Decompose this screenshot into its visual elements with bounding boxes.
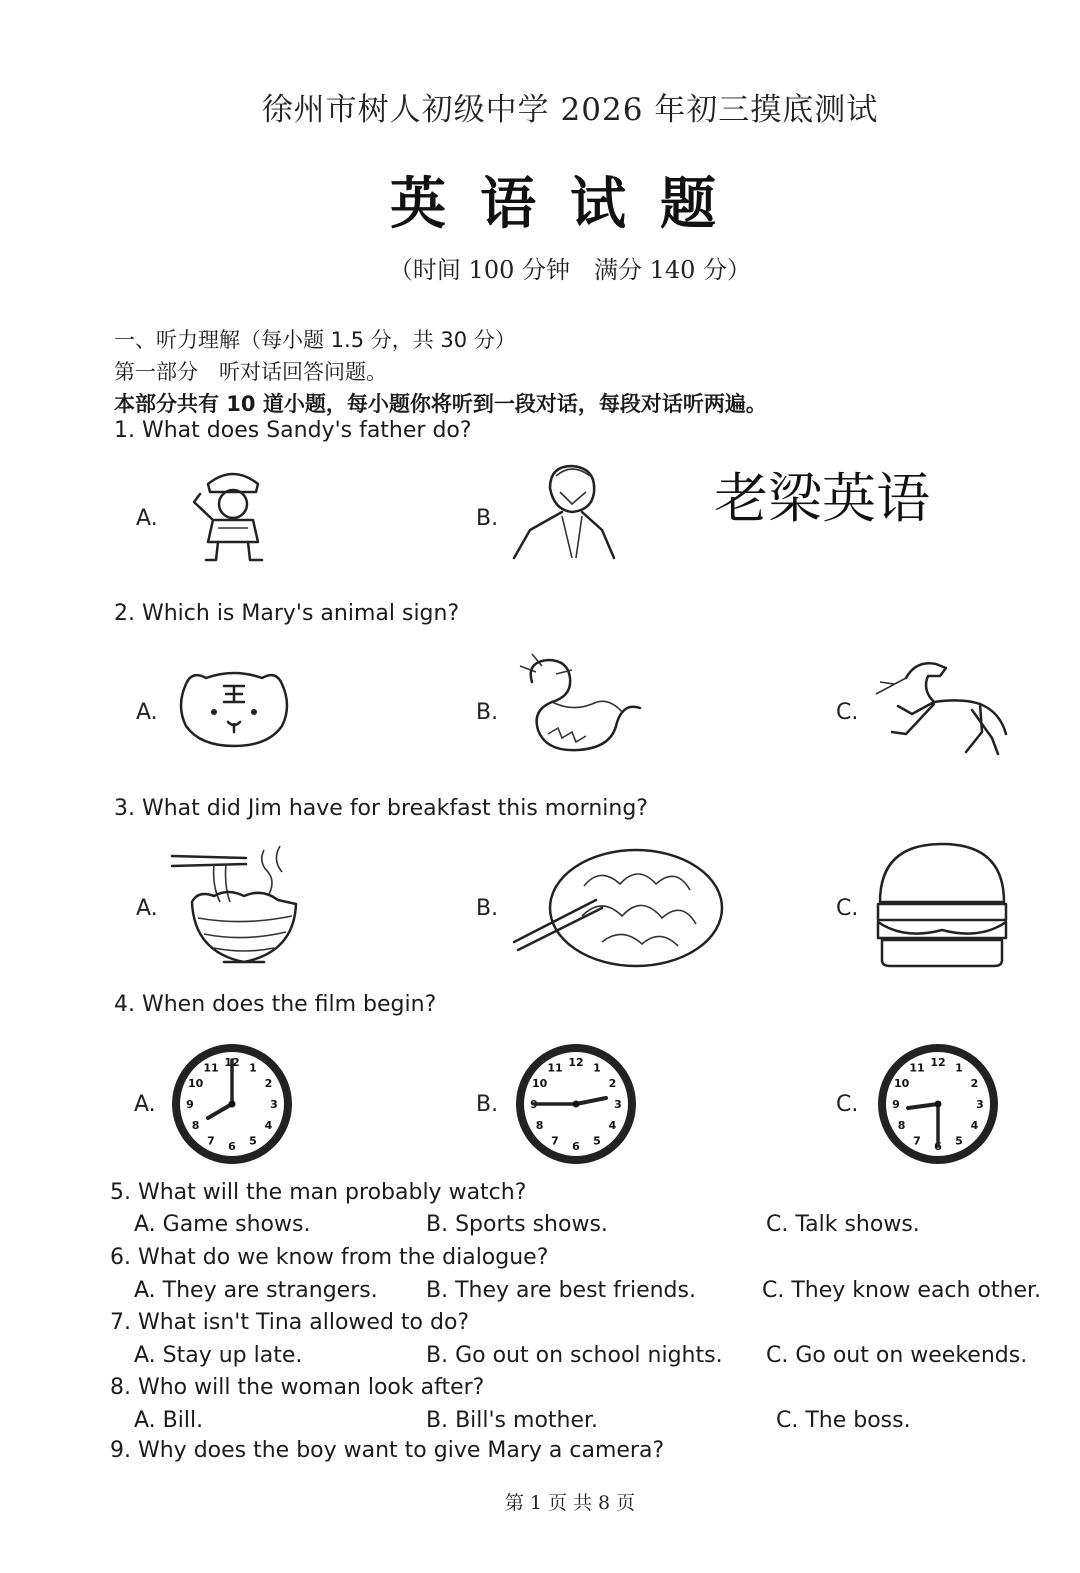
q3-option-c-label: C. bbox=[836, 896, 859, 921]
hamburger-icon bbox=[874, 842, 1010, 970]
clock-numeral: 9 bbox=[892, 1098, 900, 1111]
q7-option-b: B. Go out on school nights. bbox=[426, 1343, 723, 1368]
q1-option-a-label: A. bbox=[136, 506, 158, 531]
q2-option-b-label: B. bbox=[476, 700, 499, 725]
clock-numeral: 9 bbox=[530, 1098, 538, 1111]
clock-numeral: 3 bbox=[270, 1098, 278, 1111]
q6-option-a: A. They are strangers. bbox=[134, 1278, 378, 1303]
q6-option-b: B. They are best friends. bbox=[426, 1278, 696, 1303]
question-3: 3. What did Jim have for breakfast this morning? bbox=[114, 796, 648, 821]
doctor-icon bbox=[510, 458, 620, 560]
q4-option-c-label: C. bbox=[836, 1092, 859, 1117]
clock-numeral: 5 bbox=[593, 1134, 601, 1148]
clock-numeral: 7 bbox=[913, 1134, 921, 1148]
question-8: 8. Who will the woman look after? bbox=[110, 1375, 485, 1400]
clock-8-00-icon bbox=[170, 1042, 294, 1166]
question-7: 7. What isn't Tina allowed to do? bbox=[110, 1310, 470, 1335]
dragon-icon bbox=[512, 652, 650, 762]
clock-numeral: 1 bbox=[249, 1061, 257, 1075]
subject-title: 英语试题 bbox=[390, 171, 750, 237]
clock-numeral: 10 bbox=[531, 1077, 548, 1090]
clock-numeral: 6 bbox=[572, 1140, 580, 1153]
section-title: 一、听力理解（每小题 1.5 分，共 30 分） bbox=[114, 328, 516, 352]
watermark-text: 老梁英语 bbox=[714, 467, 930, 530]
q2-option-c-label: C. bbox=[836, 700, 859, 725]
clock-numeral: 1 bbox=[955, 1061, 963, 1075]
policeman-icon bbox=[178, 462, 288, 564]
clock-numeral: 3 bbox=[976, 1098, 984, 1111]
clock-numeral: 5 bbox=[249, 1134, 257, 1148]
clock-numeral: 2 bbox=[608, 1077, 617, 1090]
question-6: 6. What do we know from the dialogue? bbox=[110, 1245, 549, 1270]
clock-numeral: 12 bbox=[224, 1056, 240, 1069]
clock-numeral: 4 bbox=[608, 1119, 617, 1132]
exam-time-info: （时间 100 分钟 满分 140 分） bbox=[388, 256, 752, 284]
clock-numeral: 9 bbox=[186, 1098, 194, 1111]
clock-numeral: 1 bbox=[593, 1061, 601, 1075]
clock-numeral: 6 bbox=[934, 1140, 942, 1153]
clock-numeral: 7 bbox=[551, 1134, 559, 1148]
q8-option-a: A. Bill. bbox=[134, 1408, 204, 1433]
q4-option-b-label: B. bbox=[476, 1092, 499, 1117]
clock-numeral: 3 bbox=[614, 1098, 622, 1111]
clock-numeral: 5 bbox=[955, 1134, 963, 1148]
question-9: 9. Why does the boy want to give Mary a camera? bbox=[110, 1438, 665, 1463]
q5-option-c: C. Talk shows. bbox=[766, 1212, 920, 1237]
clock-numeral: 8 bbox=[191, 1119, 200, 1132]
clock-numeral: 2 bbox=[264, 1077, 273, 1090]
clock-numeral: 6 bbox=[228, 1140, 236, 1153]
clock-8-30-icon bbox=[876, 1042, 1000, 1166]
question-5: 5. What will the man probably watch? bbox=[110, 1180, 527, 1205]
question-2: 2. Which is Mary's animal sign? bbox=[114, 601, 460, 626]
clock-numeral: 2 bbox=[970, 1077, 979, 1090]
clock-numeral: 4 bbox=[264, 1119, 273, 1132]
q5-option-b: B. Sports shows. bbox=[426, 1212, 608, 1237]
q7-option-a: A. Stay up late. bbox=[134, 1343, 303, 1368]
clock-numeral: 11 bbox=[909, 1061, 925, 1075]
part-title: 第一部分 听对话回答问题。 bbox=[114, 360, 387, 384]
clock-numeral: 12 bbox=[930, 1056, 946, 1069]
clock-numeral: 8 bbox=[897, 1119, 906, 1132]
clock-numeral: 8 bbox=[535, 1119, 544, 1132]
clock-numeral: 4 bbox=[970, 1119, 979, 1132]
school-title: 徐州市树人初级中学 2026 年初三摸底测试 bbox=[261, 92, 879, 128]
horse-icon bbox=[872, 654, 1012, 758]
q8-option-b: B. Bill's mother. bbox=[426, 1408, 599, 1433]
q7-option-c: C. Go out on weekends. bbox=[766, 1343, 1028, 1368]
clock-8-45-icon bbox=[514, 1042, 638, 1166]
clock-numeral: 10 bbox=[187, 1077, 204, 1090]
clock-numeral: 11 bbox=[547, 1061, 563, 1075]
q2-option-a-label: A. bbox=[136, 700, 158, 725]
clock-numeral: 12 bbox=[568, 1056, 584, 1069]
q6-option-c: C. They know each other. bbox=[762, 1278, 1042, 1303]
part-instructions: 本部分共有 10 道小题，每小题你将听到一段对话，每段对话听两遍。 bbox=[114, 392, 767, 416]
dumplings-icon bbox=[510, 846, 724, 970]
clock-numeral: 10 bbox=[893, 1077, 910, 1090]
q8-option-c: C. The boss. bbox=[776, 1408, 911, 1433]
q5-option-a: A. Game shows. bbox=[134, 1212, 311, 1237]
question-4: 4. When does the film begin? bbox=[114, 992, 437, 1017]
page-footer: 第 1 页 共 8 页 bbox=[504, 1492, 636, 1514]
q4-option-a-label: A. bbox=[134, 1092, 156, 1117]
q3-option-a-label: A. bbox=[136, 896, 158, 921]
noodles-icon bbox=[168, 842, 304, 970]
question-1: 1. What does Sandy's father do? bbox=[114, 418, 472, 443]
clock-numeral: 7 bbox=[207, 1134, 215, 1148]
clock-numeral: 11 bbox=[203, 1061, 219, 1075]
tiger-icon bbox=[172, 666, 296, 750]
q3-option-b-label: B. bbox=[476, 896, 499, 921]
q1-option-b-label: B. bbox=[476, 506, 499, 531]
